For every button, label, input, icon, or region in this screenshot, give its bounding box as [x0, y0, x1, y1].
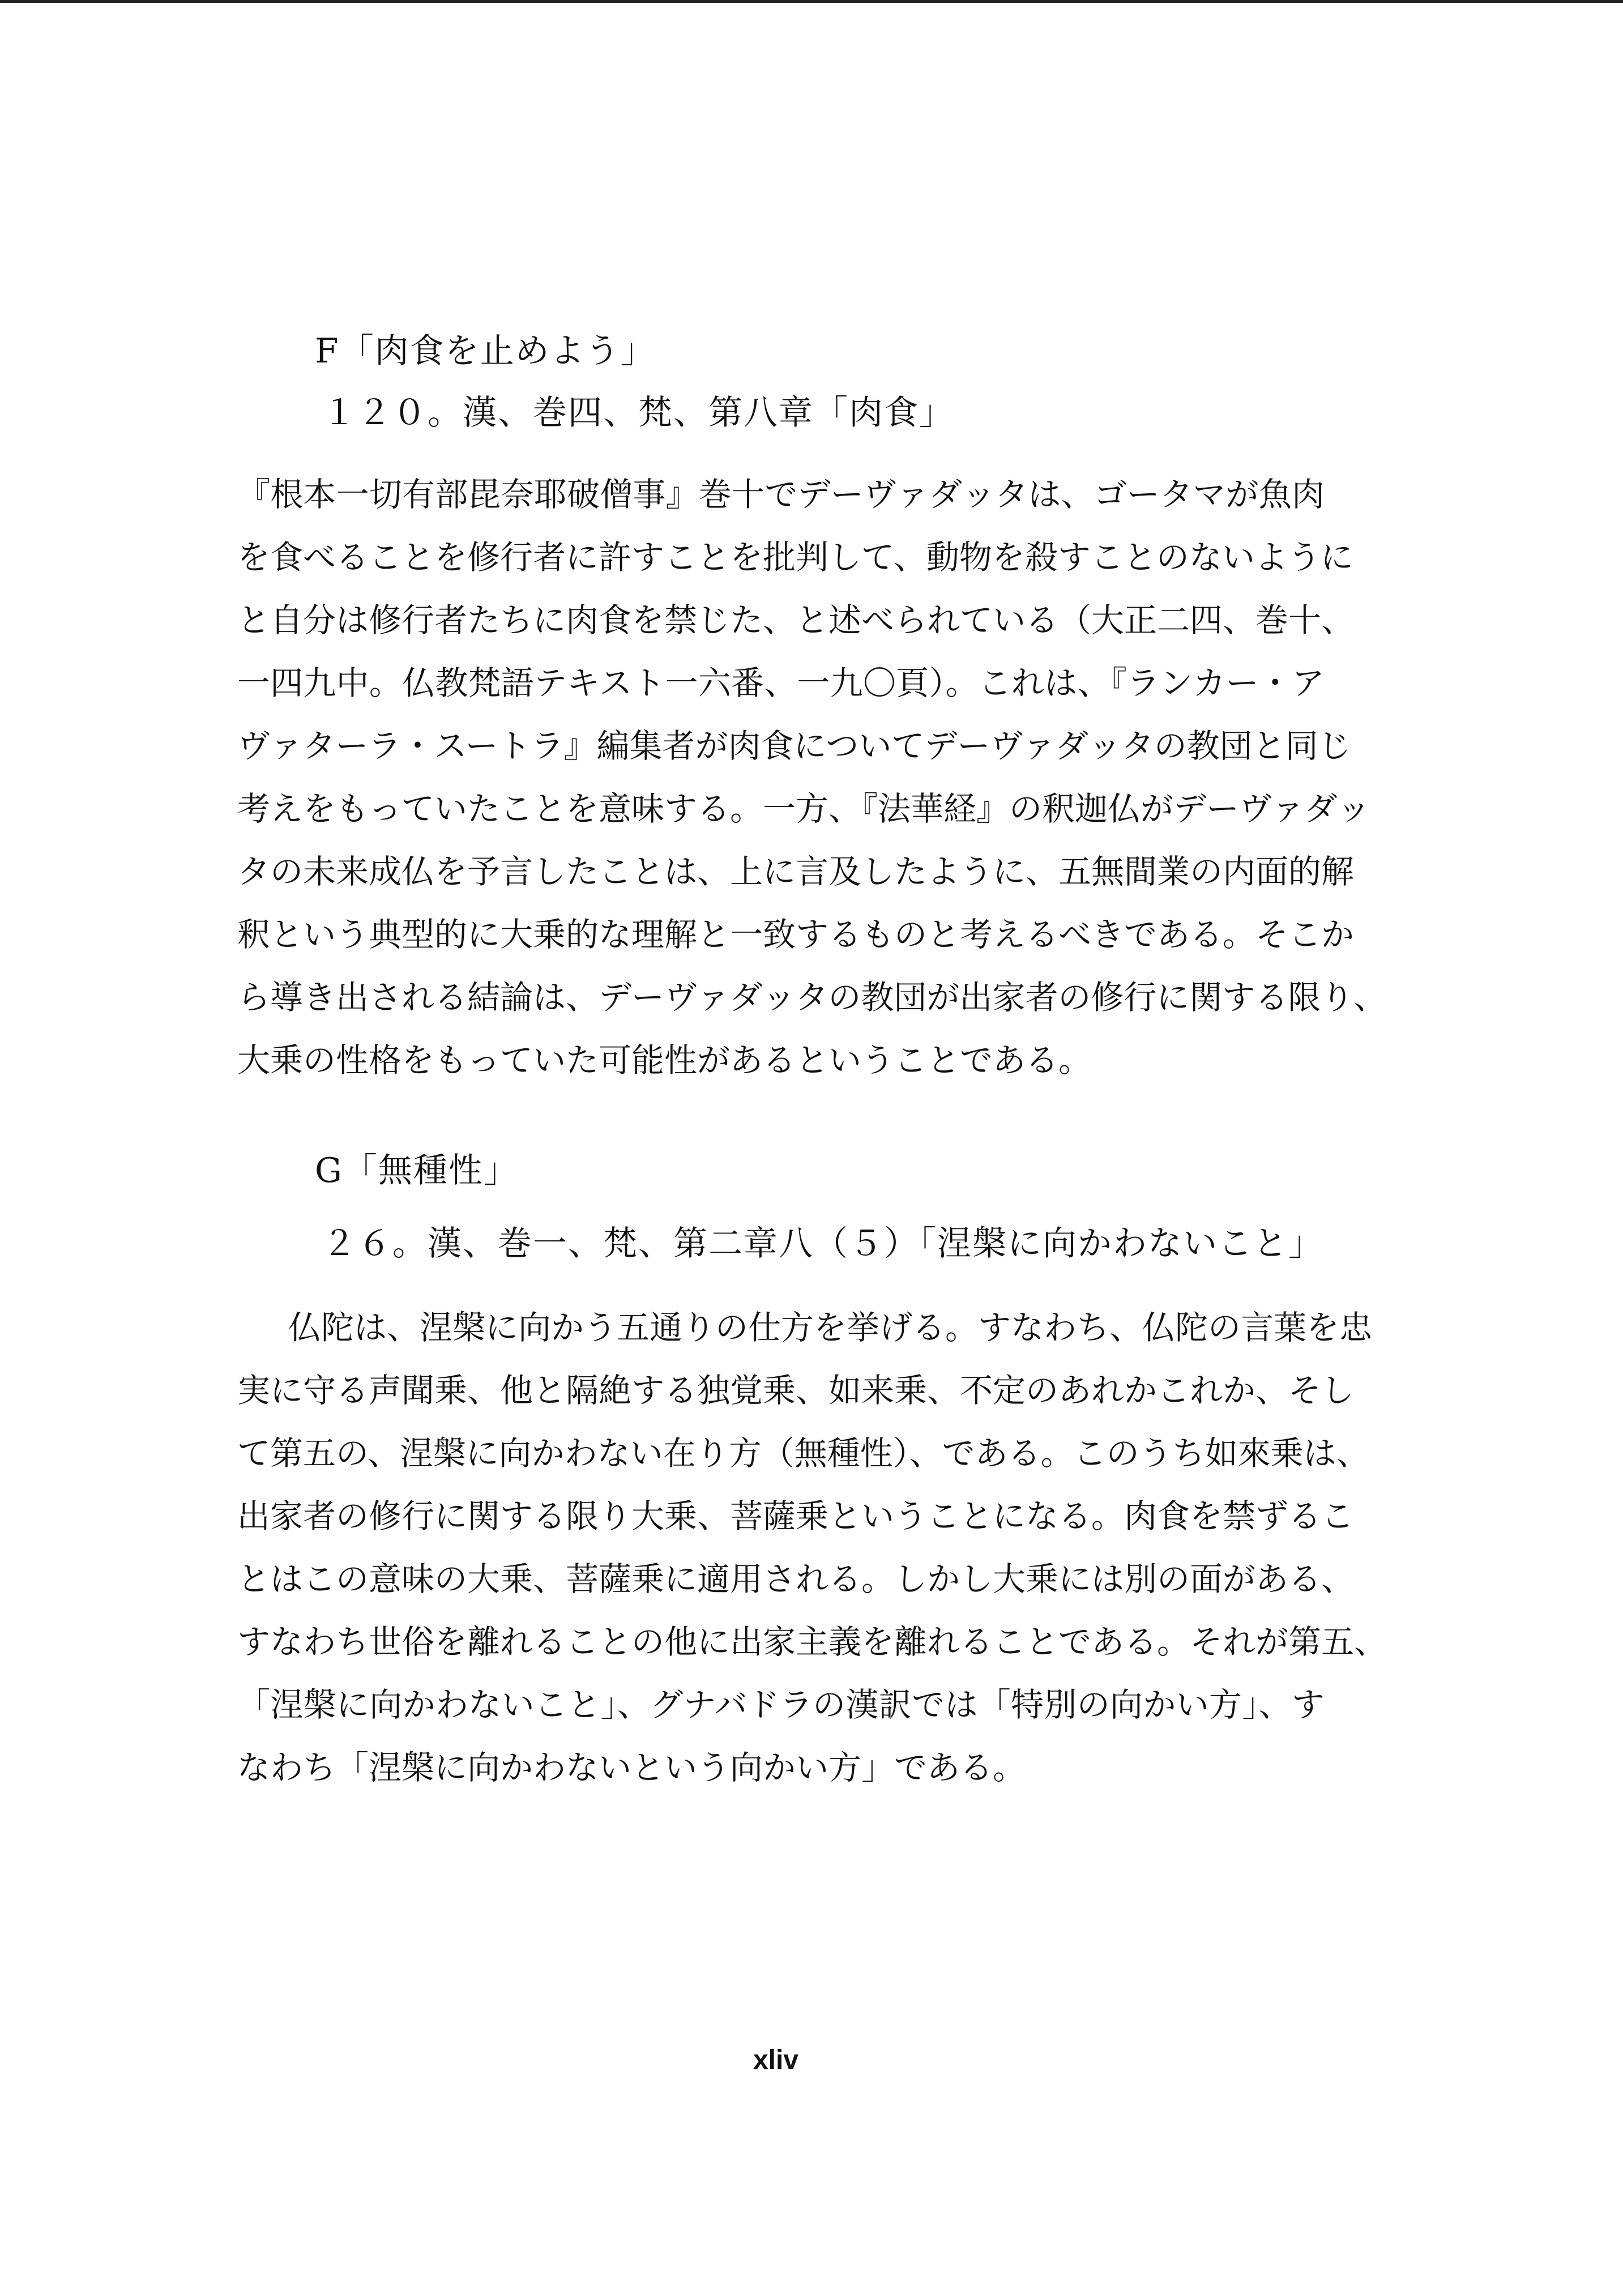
- paragraph-line: 実に守る声聞乗、他と隔絶する独覚乗、如来乗、不定のあれかこれか、そし: [237, 1371, 1355, 1410]
- page-number: xliv: [753, 2045, 799, 2075]
- section-f-heading: F「肉食を止めよう」: [315, 331, 656, 371]
- paragraph-line: 『根本一切有部毘奈耶破僧事』巻十でデーヴァダッタは、ゴータマが魚肉: [237, 475, 1325, 514]
- paragraph-line: タの未来成仏を予言したことは、上に言及したように、五無間業の内面的解: [237, 852, 1355, 891]
- paragraph-line: すなわち世俗を離れることの他に出家主義を離れることである。それが第五、: [237, 1623, 1387, 1661]
- scan-edge: [0, 0, 1623, 3]
- paragraph-line: ら導き出される結論は、デーヴァダッタの教団が出家者の修行に関する限り、: [237, 978, 1387, 1017]
- paragraph-line: 釈という典型的に大乗的な理解と一致するものと考えるべきである。そこか: [237, 915, 1355, 954]
- paragraph-line: 出家者の修行に関する限り大乗、菩薩乗ということになる。肉食を禁ずるこ: [237, 1497, 1355, 1535]
- paragraph-line: とはこの意味の大乗、菩薩乗に適用される。しかし大乗には別の面がある、: [237, 1560, 1355, 1598]
- paragraph-line: て第五の、涅槃に向かわない在り方（無種性）、である。このうち如來乗は、: [237, 1434, 1369, 1473]
- paragraph-line: 大乗の性格をもっていた可能性があるということである。: [237, 1041, 1092, 1079]
- section-g-reference: ２６。漢、巻一、梵、第二章八（５）「涅槃に向かわないこと」: [322, 1224, 1323, 1264]
- paragraph-line: なわち「涅槃に向かわないという向かい方」である。: [237, 1748, 1026, 1787]
- section-g-paragraph: [237, 1296, 1387, 1799]
- section-g-heading: G「無種性」: [315, 1151, 519, 1190]
- paragraph-line: を食べることを修行者に許すことを批判して、動物を殺すことのないように: [237, 538, 1353, 577]
- paragraph-line: 考えをもっていたことを意味する。一方、『法華経』の釈迦仏がデーヴァダッ: [237, 789, 1370, 828]
- section-f-reference: １２０。漢、巻四、梵、第八章「肉食」: [322, 393, 954, 433]
- section-f-paragraph: [237, 463, 1387, 1092]
- paragraph-line: 仏陀は、涅槃に向かう五通りの仕方を挙げる。すなわち、仏陀の言葉を忠: [288, 1308, 1373, 1347]
- paragraph-line: と自分は修行者たちに肉食を禁じた、と述べられている（大正二四、巻十、: [237, 601, 1355, 639]
- paragraph-line: 一四九中。仏教梵語テキスト一六番、一九〇頁）。これは、『ランカー・ア: [237, 664, 1325, 702]
- paragraph-line: ヴァターラ・スートラ』編集者が肉食についてデーヴァダッタの教団と同じ: [237, 727, 1351, 765]
- paragraph-line: 「涅槃に向かわないこと」、グナバドラの漢訳では「特別の向かい方」、す: [237, 1685, 1325, 1724]
